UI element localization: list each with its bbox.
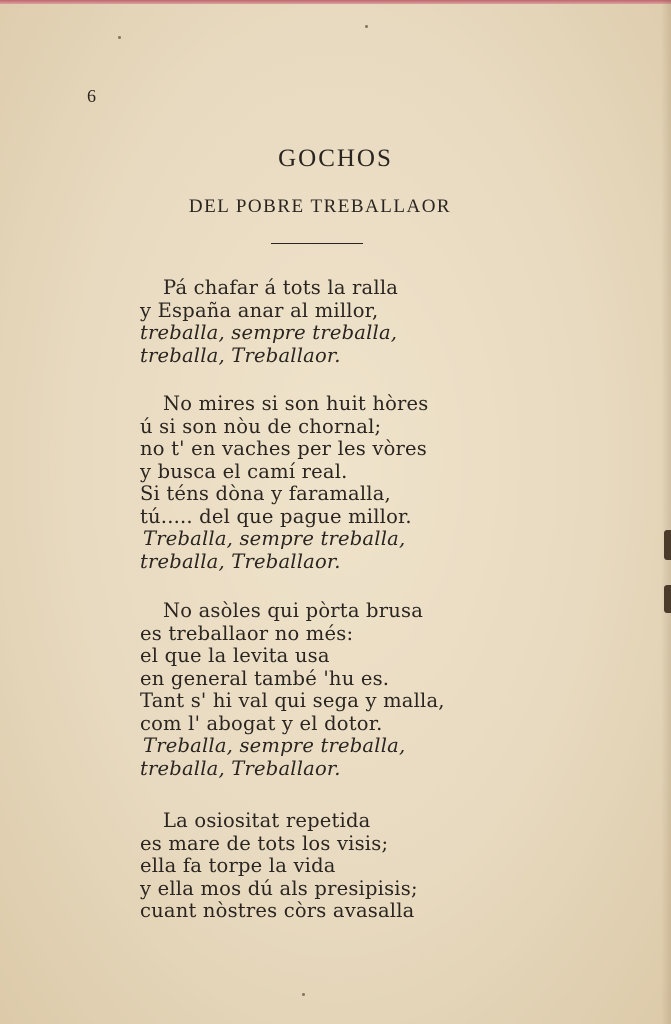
- paper-speck: [365, 25, 368, 28]
- page-top-edge: [0, 0, 671, 4]
- refrain-line: treballa, Treballaor.: [140, 343, 341, 367]
- verse-line: no t' en vaches per les vòres: [140, 437, 428, 460]
- stanza-4: [140, 810, 560, 923]
- verse-line: tú..... del que pague millor.: [140, 504, 412, 528]
- verse-line: ella fa torpe la vida: [140, 854, 336, 877]
- verse-line: es mare de tots los visis;: [140, 831, 389, 855]
- poem-subtitle: DEL POBRE TREBALLAOR: [188, 196, 452, 217]
- page-number: 6: [87, 86, 96, 106]
- verse-line: No asòles qui pòrta brusa: [163, 599, 424, 622]
- verse-line: Pá chafar á tots la ralla: [163, 276, 399, 299]
- verse-line: y España anar al millor,: [140, 298, 379, 322]
- poem-title: GOCHOS: [278, 145, 393, 172]
- verse-line: cuant nòstres còrs avasalla: [140, 899, 415, 922]
- verse-line: es treballaor no més:: [140, 621, 354, 645]
- verse-line: Tant s' hi val qui sega y malla,: [140, 689, 445, 712]
- verse-line: La osiositat repetida: [163, 809, 371, 832]
- stanza-1: [140, 277, 560, 367]
- verse-line: com l' abogat y el dotor.: [140, 711, 383, 735]
- stanza-2: [140, 393, 560, 573]
- refrain-line: treballa, Treballaor.: [140, 756, 341, 780]
- refrain-line: treballa, sempre treballa,: [140, 321, 398, 344]
- verse-line: y ella mos dú als presipisis;: [140, 876, 418, 900]
- verse-line: en general també 'hu es.: [140, 666, 390, 690]
- paper-speck: [302, 993, 305, 996]
- verse-line: Si téns dòna y faramalla,: [140, 482, 391, 505]
- verse-line: el que la levita usa: [140, 644, 330, 667]
- refrain-line: Treballa, sempre treballa,: [143, 734, 406, 757]
- title-divider: [271, 243, 363, 244]
- stanza-3: [140, 600, 560, 780]
- page-tear-mark: [664, 530, 671, 560]
- paper-speck: [118, 36, 121, 39]
- refrain-line: Treballa, sempre treballa,: [143, 527, 406, 550]
- verse-line: No mires si son huit hòres: [163, 392, 429, 415]
- page-tear-mark: [664, 585, 671, 613]
- verse-line: ú si son nòu de chornal;: [140, 414, 382, 438]
- verse-line: y busca el camí real.: [140, 459, 348, 483]
- refrain-line: treballa, Treballaor.: [140, 549, 341, 573]
